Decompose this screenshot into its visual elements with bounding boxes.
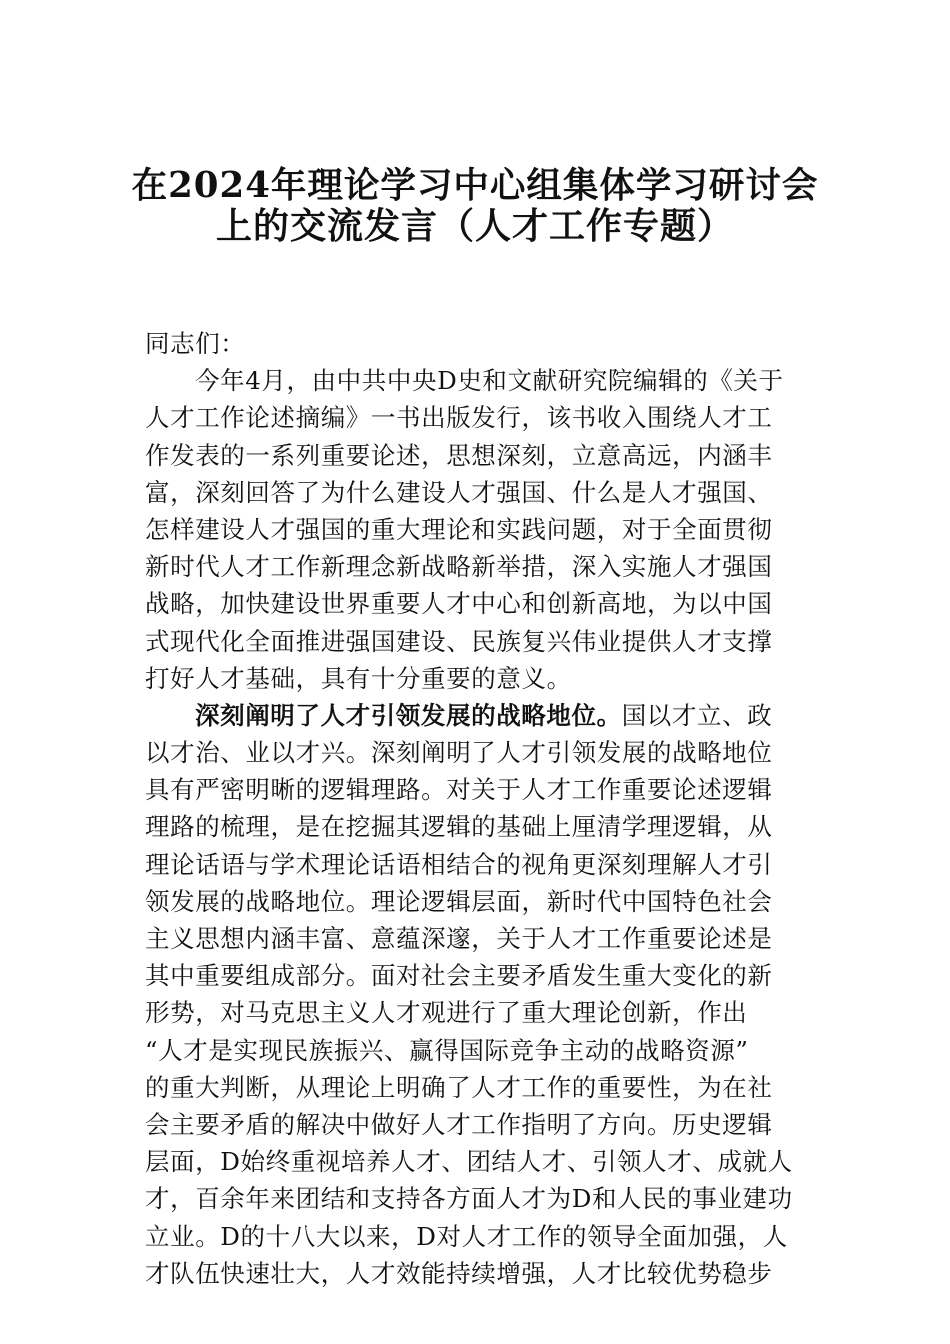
document-title-line-2: 上的交流发言（人才工作专题） (215, 205, 734, 247)
paragraph-1-line: 式现代化全面推进强国建设、民族复兴伟业提供人才支撑 (145, 626, 773, 656)
paragraph-2-heading: 深刻阐明了人才引领发展的战略地位。 (195, 700, 622, 730)
document-title-line-1: 在2024年理论学习中心组集体学习研讨会 (131, 165, 819, 206)
paragraph-1-line: 富，深刻回答了为什么建设人才强国、什么是人才强国、 (145, 477, 773, 507)
paragraph-2-line: 形势，对马克思主义人才观进行了重大理论创新，作出 (145, 998, 748, 1028)
paragraph-2-line: 会主要矛盾的解决中做好人才工作指明了方向。历史逻辑 (145, 1109, 773, 1139)
paragraph-2-line: 才，百余年来团结和支持各方面人才为D和人民的事业建功 (145, 1184, 793, 1214)
paragraph-1-line: 作发表的一系列重要论述，思想深刻，立意高远，内涵丰 (145, 440, 773, 470)
paragraph-2-first-line-rest: 国以才立、政 (621, 700, 773, 730)
paragraph-1-line: 打好人才基础，具有十分重要的意义。 (145, 663, 572, 693)
paragraph-2-line: 理论话语与学术理论话语相结合的视角更深刻理解人才引 (145, 849, 773, 879)
paragraph-2-line: 具有严密明晰的逻辑理路。对关于人才工作重要论述逻辑 (145, 775, 773, 805)
paragraph-2-line: 以才治、业以才兴。深刻阐明了人才引领发展的战略地位 (145, 738, 773, 768)
document-body (145, 325, 815, 1292)
paragraph-2-line: 其中重要组成部分。面对社会主要矛盾发生重大变化的新 (145, 961, 773, 991)
paragraph-2-line: 的重大判断，从理论上明确了人才工作的重要性，为在社 (145, 1072, 773, 1102)
paragraph-2-line: “人才是实现民族振兴、赢得国际竞争主动的战略资源” (145, 1035, 749, 1065)
paragraph-1-line: 人才工作论述摘编》一书出版发行，该书收入围绕人才工 (145, 403, 773, 433)
paragraph-2-first-line (145, 697, 815, 734)
paragraph-2-line: 主义思想内涵丰富、意蕴深邃，关于人才工作重要论述是 (145, 924, 773, 953)
paragraph-1-line: 今年4月，由中共中央D史和文献研究院编辑的《关于 (195, 366, 784, 396)
paragraph-2-line: 层面，D始终重视培养人才、团结人才、引领人才、成就人 (145, 1147, 793, 1177)
paragraph-1-line: 战略，加快建设世界重要人才中心和创新高地，为以中国 (145, 589, 773, 619)
paragraph-1-line: 怎样建设人才强国的重大理论和实践问题，对于全面贯彻 (145, 514, 773, 544)
salutation: 同志们： (145, 329, 246, 358)
paragraph-2-line: 才队伍快速壮大，人才效能持续增强，人才比较优势稳步 (145, 1258, 773, 1288)
paragraph-2-line: 理路的梳理，是在挖掘其逻辑的基础上厘清学理逻辑，从 (145, 812, 773, 842)
paragraph-2-line: 立业。D的十八大以来，D对人才工作的领导全面加强，人 (145, 1221, 788, 1251)
paragraph-2-line: 领发展的战略地位。理论逻辑层面，新时代中国特色社会 (145, 886, 773, 916)
paragraph-1-line: 新时代人才工作新理念新战略新举措，深入实施人才强国 (145, 552, 773, 582)
